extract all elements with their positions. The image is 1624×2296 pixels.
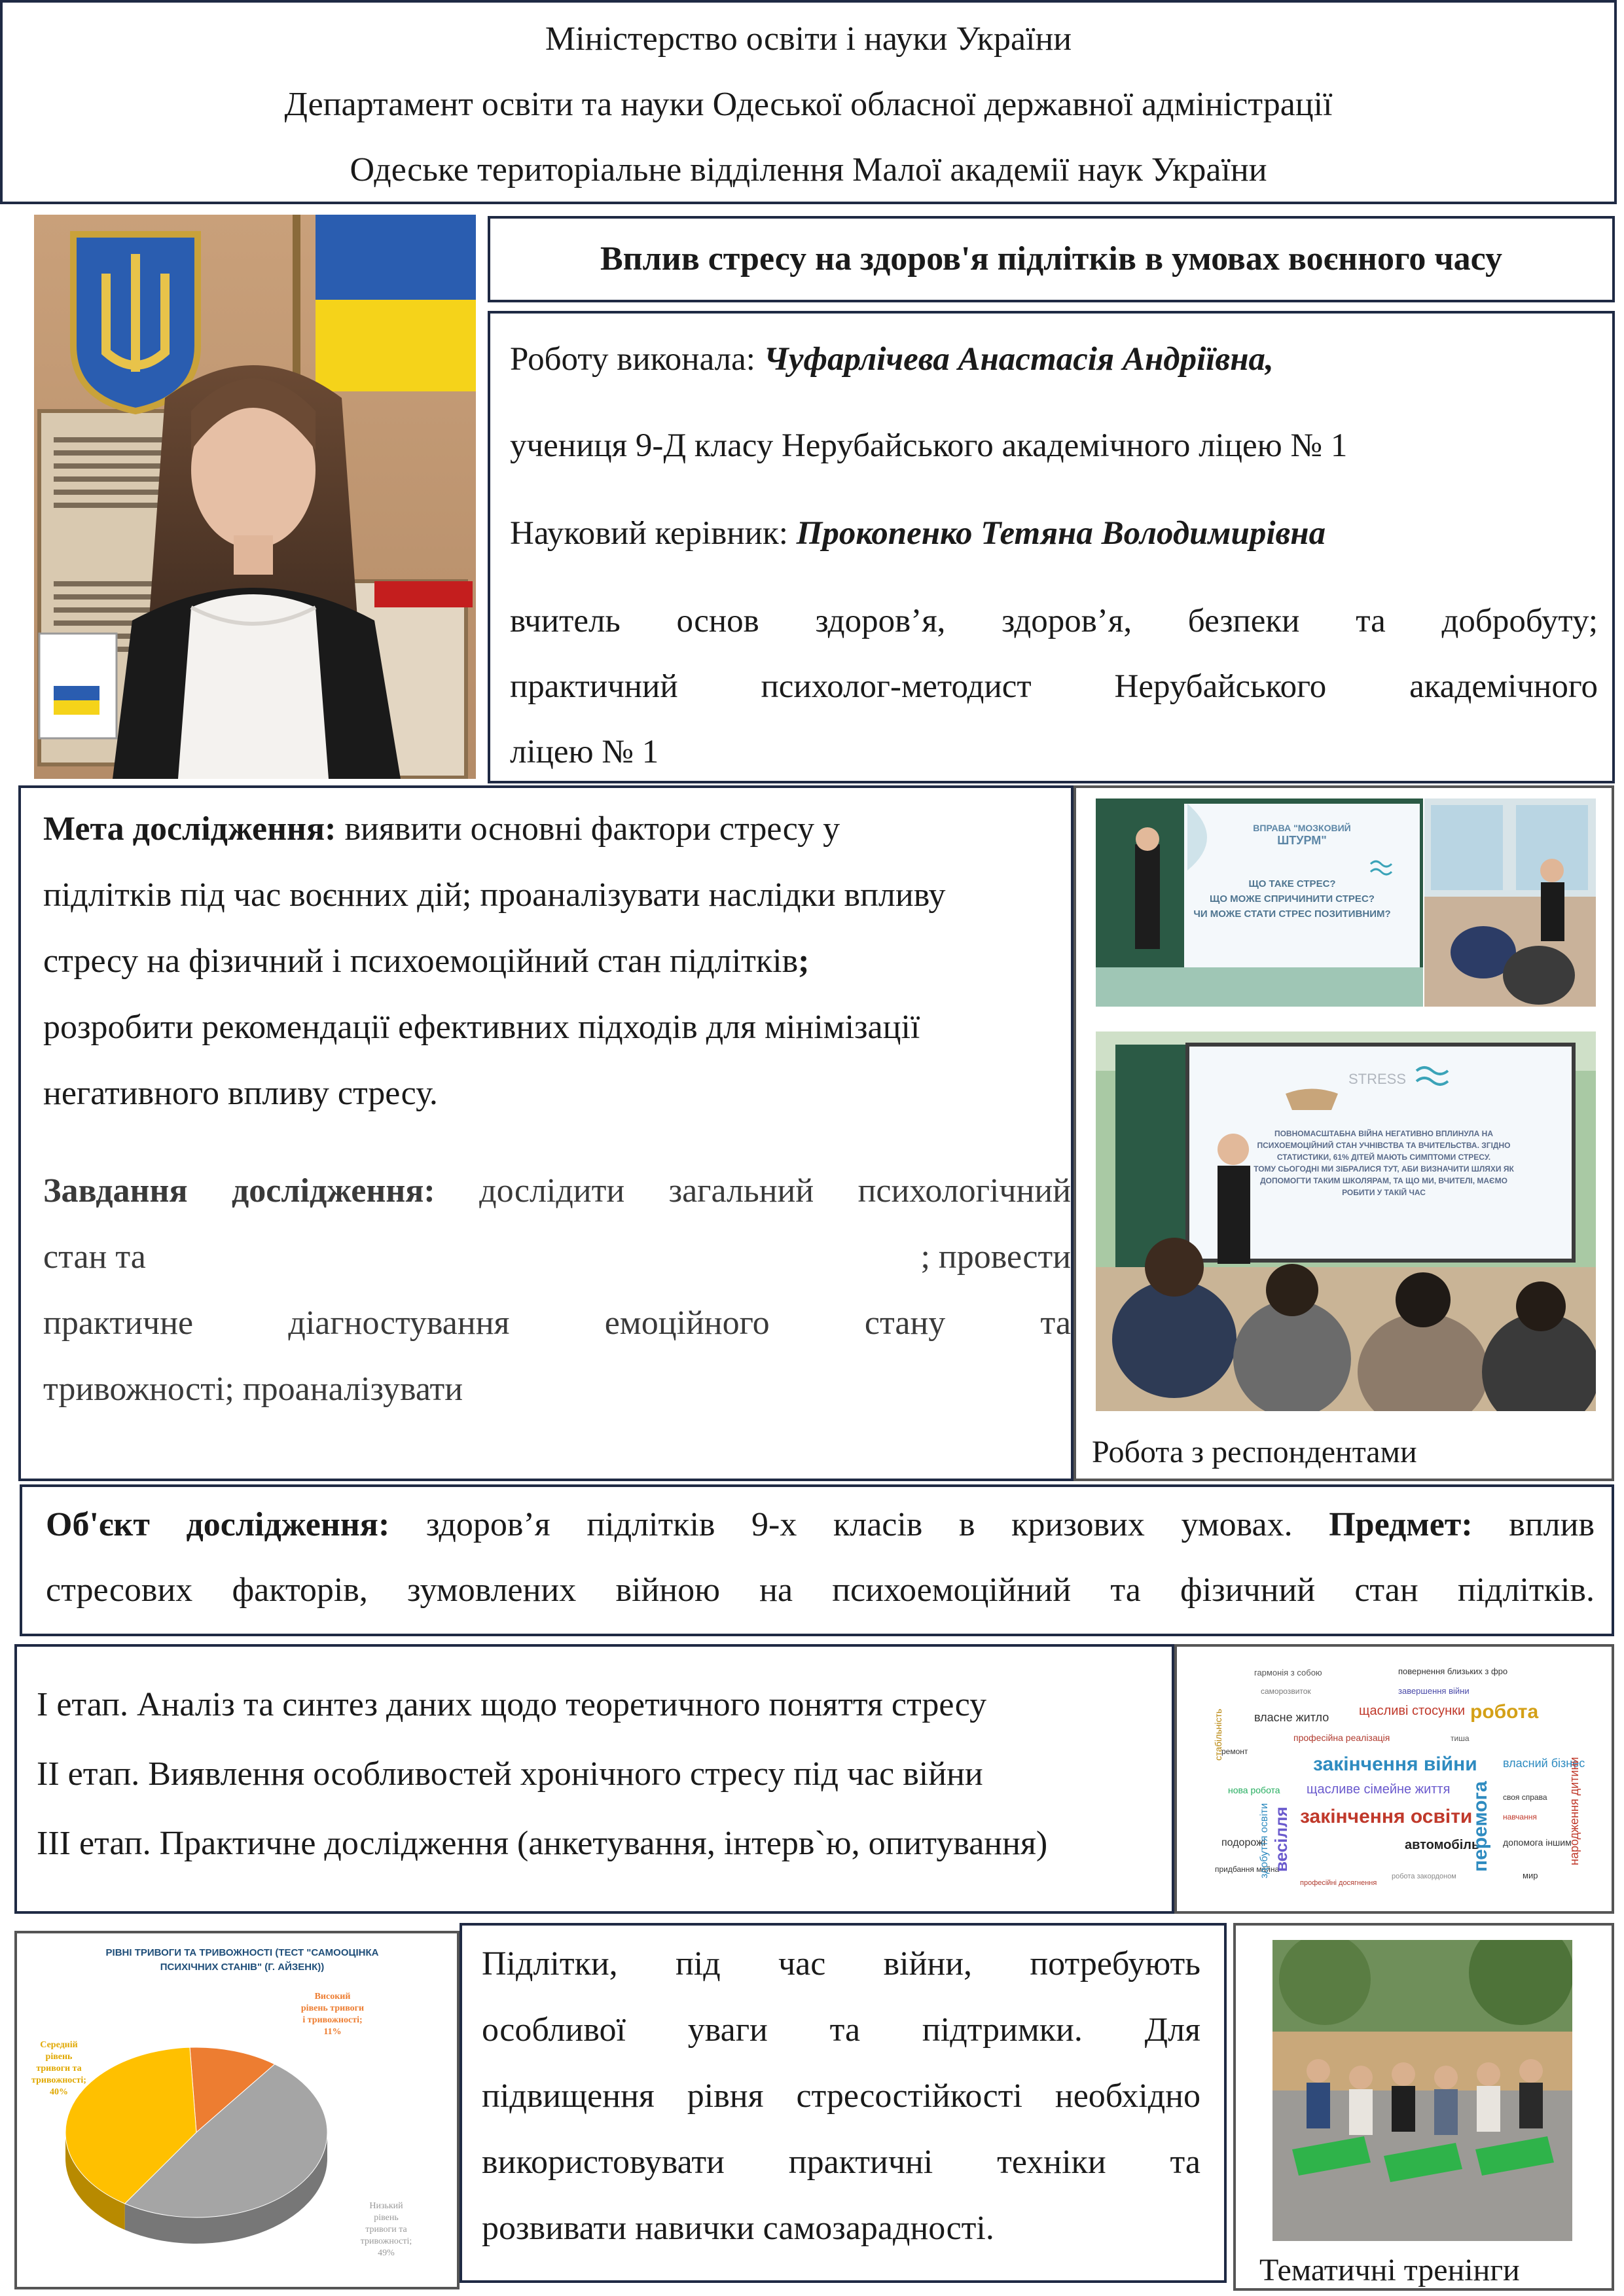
label-low bbox=[361, 2201, 412, 2258]
tasks-label: Завдання дослідження: bbox=[43, 1172, 435, 1210]
supervisor-position bbox=[510, 588, 1598, 785]
word-2: повернення близьких з фро bbox=[1398, 1666, 1508, 1676]
word-15: весілля bbox=[1271, 1806, 1291, 1872]
slide2-line-1: ПОВНОМАСШТАБНА ВІЙНА НЕГАТИВНО ВПЛИНУЛА НА bbox=[1274, 1129, 1494, 1138]
label-medium-l4: тривожності; bbox=[31, 2075, 86, 2085]
supervisor-label: Науковий керівник: bbox=[510, 515, 788, 552]
position-line-3: ліцею № 1 bbox=[510, 734, 659, 770]
goal-label: Мета дослідження: bbox=[43, 810, 336, 848]
label-high-l3: і тривожності; bbox=[302, 2015, 363, 2025]
word-6: робота bbox=[1470, 1701, 1539, 1723]
tasks-text-1: дослідити загальний психологічний bbox=[479, 1172, 1071, 1210]
object-line-2: стресових факторів, зумовлених війною на психоемоційний та фізичний стан підлітків. bbox=[46, 1571, 1595, 1609]
pie-chart bbox=[20, 1936, 452, 2283]
slide1-line-5: ЧИ МОЖЕ СТАТИ СТРЕС ПОЗИТИВНИМ? bbox=[1193, 908, 1391, 920]
goal-line-5: негативного впливу стресу. bbox=[43, 1075, 438, 1112]
subject-label: Предмет: bbox=[1329, 1506, 1473, 1543]
subject-text: вплив bbox=[1509, 1506, 1595, 1543]
label-high-l1: Високий bbox=[314, 1992, 351, 2001]
chart-title-line-2: ПСИХІЧНИХ СТАНІВ" (Г. АЙЗЕНК)) bbox=[160, 1962, 325, 1973]
word-28: навчання bbox=[1503, 1812, 1537, 1821]
conclusion-box bbox=[460, 1923, 1227, 2283]
word-7: власне житло bbox=[1254, 1711, 1329, 1724]
goal-line-4: розробити рекомендації ефективних підходів для мінімізації bbox=[43, 1009, 920, 1046]
student-line: учениця 9-Д класу Нерубайського академічного ліцею № 1 bbox=[510, 427, 1348, 464]
object-box bbox=[20, 1484, 1614, 1636]
word-9: закінчення війни bbox=[1313, 1753, 1477, 1775]
slide2-line-4: ТОМУ СЬОГОДНІ МИ ЗІБРАЛИСЯ ТУТ, АБИ ВИЗНАЧИТИ ШЛЯХИ ЯК bbox=[1254, 1164, 1514, 1174]
position-line-1: вчитель основ здоров’я, здоров’я, безпеки та добробуту; bbox=[510, 603, 1598, 639]
label-medium-value: 40% bbox=[50, 2087, 68, 2097]
word-12: закінчення освіти bbox=[1300, 1806, 1473, 1827]
author-label: Роботу виконала: bbox=[510, 341, 755, 378]
word-10: власний бізнес bbox=[1503, 1757, 1585, 1770]
conclusion-line-5: розвивати навички самозарадності. bbox=[482, 2210, 994, 2247]
slide1-line-2: ШТУРМ" bbox=[1277, 834, 1327, 847]
word-5: щасливі стосунки bbox=[1359, 1704, 1466, 1718]
goal-line-2: підлітків під час воєнних дій; проаналізувати наслідки впливу bbox=[43, 876, 946, 914]
conclusion-text bbox=[482, 1931, 1200, 2261]
wordcloud-box bbox=[1174, 1644, 1614, 1914]
word-3: саморозвиток bbox=[1261, 1687, 1311, 1696]
tasks-section bbox=[43, 1158, 1071, 1422]
conclusion-line-3: підвищення рівня стресостійкості необхідно bbox=[482, 2077, 1200, 2115]
title-box bbox=[488, 216, 1615, 302]
goal-line-1 bbox=[43, 796, 1071, 862]
label-low-l3: тривоги та bbox=[365, 2225, 407, 2234]
goal-section bbox=[43, 796, 1071, 1126]
tasks-line-4: тривожності; проаналізувати bbox=[43, 1371, 463, 1408]
label-high bbox=[301, 1992, 364, 2037]
chart-title-line-1: РІВНІ ТРИВОГИ ТА ТРИВОЖНОСТІ (ТЕСТ "САМООЦІНКА bbox=[105, 1947, 379, 1958]
slide1-line-4: ЩО МОЖЕ СПРИЧИНИТИ СТРЕС? bbox=[1210, 893, 1375, 905]
word-14: перемога bbox=[1470, 1781, 1491, 1872]
conclusion-line-4: використовувати практичні техніки та bbox=[482, 2144, 1200, 2181]
label-medium-l2: рівень bbox=[45, 2052, 73, 2062]
stage-3: ІІІ етап. Практичне дослідження (анкетування, інтерв`ю, опитування) bbox=[37, 1825, 1048, 1862]
slide1-line-1: ВПРАВА "МОЗКОВИЙ bbox=[1253, 823, 1351, 833]
training-caption: Тематичні тренінги bbox=[1259, 2253, 1520, 2287]
conclusion-line-2: особливої уваги та підтримки. Для bbox=[482, 2011, 1200, 2049]
slide2-title: STRESS bbox=[1348, 1071, 1407, 1087]
word-26: тиша bbox=[1451, 1734, 1470, 1743]
wordcloud bbox=[1195, 1656, 1588, 1905]
stage-2: ІІ етап. Виявлення особливостей хронічного стресу під час війни bbox=[37, 1755, 983, 1793]
word-29: мир bbox=[1523, 1871, 1538, 1880]
label-low-l4: тривожності; bbox=[360, 2236, 412, 2246]
stage-1: І етап. Аналіз та синтез даних щодо теоретичного поняття стресу bbox=[37, 1686, 987, 1723]
author-box bbox=[488, 311, 1615, 783]
classroom-photos-box bbox=[1074, 785, 1614, 1481]
object-text: здоров’я підлітків 9-х класів в кризових умовах. bbox=[425, 1506, 1293, 1543]
word-27: своя справа bbox=[1503, 1793, 1547, 1802]
label-low-value: 49% bbox=[378, 2248, 395, 2258]
word-21: стабільність bbox=[1213, 1708, 1223, 1761]
header-academy: Одеське територіальне відділення Малої академії наук України bbox=[350, 151, 1267, 188]
label-high-l2: рівень тривоги bbox=[300, 2003, 365, 2013]
slide2-line-6: РОБИТИ У ТАКІЙ ЧАС bbox=[1342, 1188, 1426, 1197]
student-photo-illustration bbox=[34, 215, 476, 779]
label-high-value: 11% bbox=[323, 2027, 342, 2037]
word-16: подорожі bbox=[1221, 1837, 1266, 1848]
slide2-line-2: ПСИХОЕМОЦІЙНИЙ СТАН УЧНІВСТВА ТА ВЧИТЕЛЬСТВА. ЗГІДНО bbox=[1257, 1141, 1511, 1150]
word-8: професійна реалізація bbox=[1293, 1732, 1390, 1743]
object-label: Об'єкт дослідження: bbox=[46, 1506, 390, 1543]
author-name: Чуфарлічева Анастасія Андріївна, bbox=[763, 341, 1274, 378]
tasks-text-2b: ; провести bbox=[920, 1238, 1071, 1276]
object-line-1 bbox=[46, 1492, 1595, 1558]
word-20: народження дитини bbox=[1568, 1757, 1581, 1865]
word-9-small: ремонт bbox=[1221, 1747, 1248, 1756]
label-medium-l3: тривоги та bbox=[36, 2064, 82, 2073]
goal-semicolon: ; bbox=[798, 942, 810, 980]
tasks-line-3: практичне діагностування емоційного стану та bbox=[43, 1304, 1071, 1342]
slide2-line-3: СТАТИСТИКИ, 61% ДІТЕЙ МАЮТЬ СИМПТОМИ СТРЕСУ. bbox=[1276, 1153, 1491, 1162]
label-low-l2: рівень bbox=[374, 2213, 399, 2223]
goal-text-3: стресу на фізичний і психоемоційний стан підлітків bbox=[43, 942, 799, 980]
classroom-photo-2 bbox=[1424, 798, 1596, 1007]
tasks-line-1 bbox=[43, 1158, 1071, 1224]
header-box bbox=[0, 0, 1617, 204]
stages-box bbox=[14, 1644, 1174, 1914]
goal-line-3 bbox=[43, 928, 1071, 994]
goal-tasks-box bbox=[18, 785, 1074, 1481]
classroom-photo-1 bbox=[1096, 798, 1423, 1007]
word-11: щасливе сімейне життя bbox=[1307, 1782, 1451, 1797]
word-25: нова робота bbox=[1228, 1785, 1280, 1795]
word-18: допомога іншим bbox=[1503, 1837, 1572, 1848]
stages-list bbox=[37, 1670, 1047, 1878]
pie-slices bbox=[65, 2047, 327, 2217]
chart-box bbox=[14, 1931, 460, 2289]
label-medium bbox=[31, 2040, 86, 2097]
supervisor-line bbox=[510, 501, 1326, 566]
classroom-caption: Робота з респондентами bbox=[1092, 1435, 1417, 1469]
page-title: Вплив стресу на здоров'я підлітків в умовах воєнного часу bbox=[600, 240, 1503, 278]
training-box bbox=[1233, 1923, 1614, 2291]
label-medium-l1: Середній bbox=[40, 2040, 78, 2050]
word-17: придбання майна bbox=[1215, 1865, 1280, 1874]
tasks-line-2 bbox=[43, 1224, 1071, 1290]
word-19: професійні досягнення bbox=[1300, 1879, 1377, 1887]
label-low-l1: Низький bbox=[369, 2201, 403, 2211]
word-1: гармонія з собою bbox=[1254, 1668, 1322, 1677]
classroom-photo-3 bbox=[1096, 1031, 1596, 1411]
slide1-line-3: ЩО ТАКЕ СТРЕС? bbox=[1248, 878, 1336, 889]
goal-text-1: виявити основні фактори стресу у bbox=[344, 810, 840, 848]
position-line-2: практичний психолог-методист Нерубайського академічного bbox=[510, 668, 1598, 705]
student-photo bbox=[34, 215, 476, 779]
word-13: автомобіль bbox=[1405, 1838, 1480, 1852]
supervisor-name: Прокопенко Тетяна Володимирівна bbox=[796, 515, 1326, 552]
training-photo bbox=[1272, 1940, 1572, 2241]
author-line bbox=[510, 327, 1274, 392]
word-23: робота закордоном bbox=[1392, 1873, 1456, 1880]
header-ministry: Міністерство освіти і науки України bbox=[545, 20, 1072, 58]
header-department: Департамент освіти та науки Одеської обласної державної адміністрації bbox=[284, 86, 1333, 123]
conclusion-line-1: Підлітки, під час війни, потребують bbox=[482, 1945, 1200, 1982]
word-22: здобуття освіти bbox=[1259, 1803, 1270, 1878]
word-4: завершення війни bbox=[1398, 1686, 1470, 1696]
tasks-text-2a: стан та bbox=[43, 1238, 146, 1276]
slide2-line-5: ДОПОМОГТИ ТАКИМ ШКОЛЯРАМ, ТА ЩО МИ, ВЧИТЕЛІ, МАЄМО bbox=[1260, 1176, 1507, 1185]
